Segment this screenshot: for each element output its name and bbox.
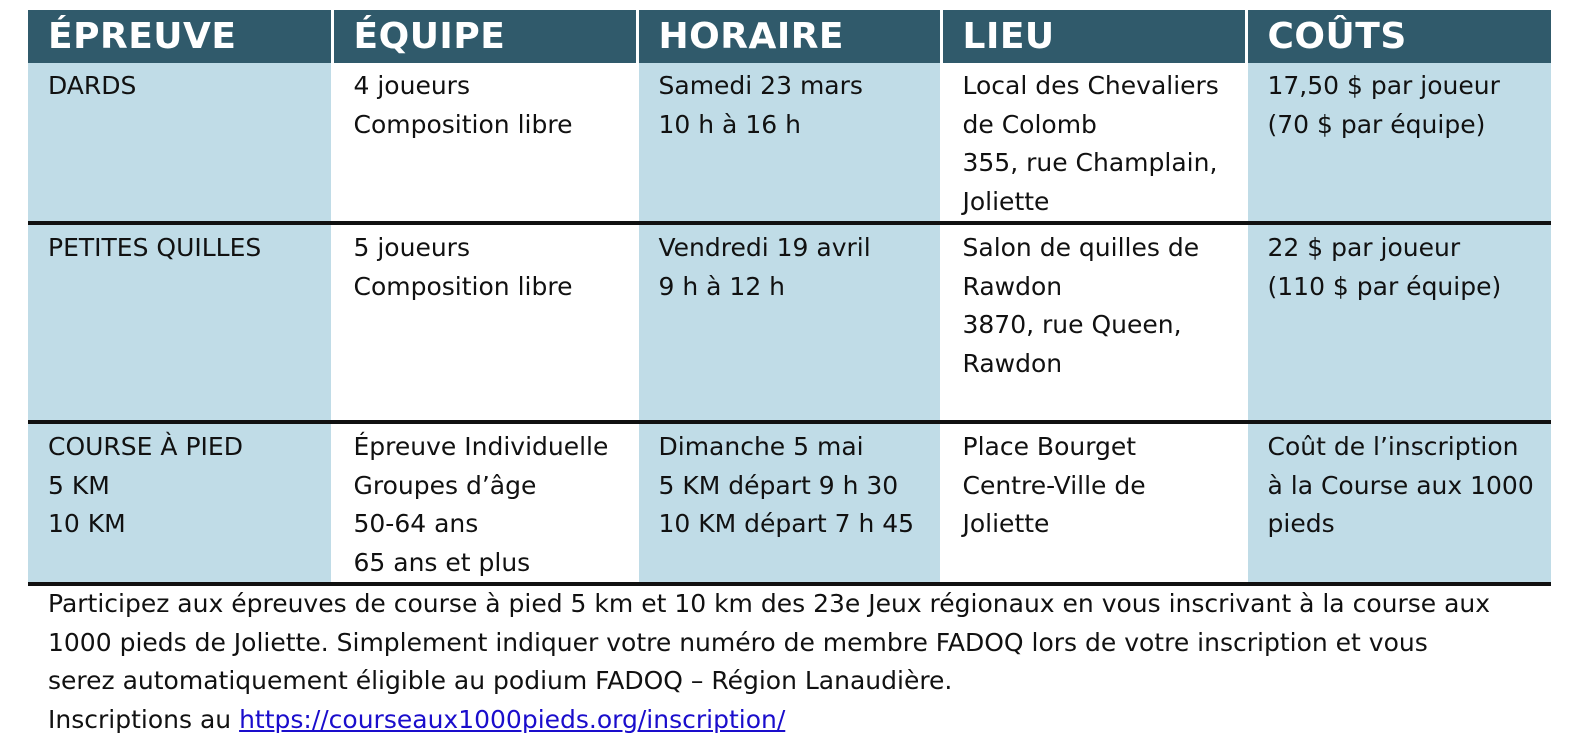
cell-line: Épreuve Individuelle xyxy=(353,432,609,461)
inscription-prefix: Inscriptions au xyxy=(48,704,240,734)
registration-note xyxy=(48,585,1548,739)
cell-line: Joliette xyxy=(962,509,1050,538)
cell-line: DARDS xyxy=(48,71,137,100)
cell-epreuve xyxy=(28,422,332,584)
cell-line: de Colomb xyxy=(962,109,1097,139)
header-equipe: ÉQUIPE xyxy=(332,10,637,63)
note-line: Participez aux épreuves de course à pied 5 km et 10 km des 23e Jeux régionaux en vous inscrivant à la course aux xyxy=(48,589,1491,618)
inscription-line xyxy=(48,701,1548,740)
cell-lieu xyxy=(941,223,1246,422)
cell-line: Rawdon xyxy=(962,271,1063,301)
cell-line: 10 KM départ 7 h 45 xyxy=(658,509,915,538)
cell-line: (70 $ par équipe) xyxy=(1267,109,1486,139)
cell-line: pieds xyxy=(1267,509,1335,538)
cell-line: (110 $ par équipe) xyxy=(1267,271,1502,301)
cell-line: Centre-Ville de xyxy=(962,470,1146,500)
cell-line: Salon de quilles de xyxy=(962,233,1200,262)
cell-line: à la Course aux 1000 xyxy=(1267,470,1534,500)
header-lieu: LIEU xyxy=(941,10,1246,63)
cell-line: 9 h à 12 h xyxy=(658,271,786,301)
cell-epreuve xyxy=(28,63,332,223)
table-body xyxy=(28,63,1551,584)
cell-line: 3870, rue Queen, xyxy=(962,310,1182,339)
table-row xyxy=(28,422,1551,584)
cell-lieu xyxy=(941,422,1246,584)
cell-horaire xyxy=(637,63,941,223)
cell-line: Vendredi 19 avril xyxy=(658,233,871,262)
note-line: serez automatiquement éligible au podium FADOQ – Région Lanaudière. xyxy=(48,666,953,695)
cell-line: 5 KM départ 9 h 30 xyxy=(658,470,899,500)
cell-line: Composition libre xyxy=(353,109,573,139)
cell-line: 5 joueurs xyxy=(353,233,470,262)
cell-line: COURSE À PIED xyxy=(48,432,243,461)
cell-line: 355, rue Champlain, xyxy=(962,148,1218,177)
cell-lieu xyxy=(941,63,1246,223)
cell-line: Groupes d’âge xyxy=(353,470,537,500)
cell-epreuve xyxy=(28,223,332,422)
table-header xyxy=(28,10,1551,63)
cell-line: Joliette xyxy=(962,186,1050,216)
cell-line: 50-64 ans xyxy=(353,509,479,538)
cell-line: 10 h à 16 h xyxy=(658,109,801,139)
header-row xyxy=(28,10,1551,63)
cell-line: Samedi 23 mars xyxy=(658,71,863,100)
inscription-link[interactable]: https://courseaux1000pieds.org/inscription/ xyxy=(239,704,786,734)
cell-horaire xyxy=(637,422,941,584)
header-epreuve: ÉPREUVE xyxy=(28,10,332,63)
table-row xyxy=(28,223,1551,422)
table-row xyxy=(28,63,1551,223)
cell-line: PETITES QUILLES xyxy=(48,233,262,262)
cell-equipe xyxy=(332,422,637,584)
cell-equipe xyxy=(332,63,637,223)
cell-line: Dimanche 5 mai xyxy=(658,432,864,461)
cell-horaire xyxy=(637,223,941,422)
cell-line: Rawdon xyxy=(962,348,1063,378)
header-horaire: HORAIRE xyxy=(637,10,941,63)
cell-couts xyxy=(1246,422,1551,584)
cell-couts xyxy=(1246,63,1551,223)
cell-line: 4 joueurs xyxy=(353,71,470,100)
cell-line: 17,50 $ par joueur xyxy=(1267,71,1500,100)
cell-line: Local des Chevaliers xyxy=(962,71,1219,100)
cell-equipe xyxy=(332,223,637,422)
note-line: 1000 pieds de Joliette. Simplement indiquer votre numéro de membre FADOQ lors de votre inscription et vous xyxy=(48,627,1428,657)
cell-line: 10 KM xyxy=(48,509,126,538)
cell-line: 65 ans et plus xyxy=(353,547,531,577)
cell-line: Composition libre xyxy=(353,271,573,301)
cell-couts xyxy=(1246,223,1551,422)
cell-line: 5 KM xyxy=(48,470,110,500)
cell-line: Coût de l’inscription xyxy=(1267,432,1519,461)
cell-line: Place Bourget xyxy=(962,432,1137,461)
events-table xyxy=(28,10,1551,586)
events-table-wrapper xyxy=(28,10,1551,586)
header-couts: COÛTS xyxy=(1246,10,1551,63)
cell-line: 22 $ par joueur xyxy=(1267,233,1461,262)
